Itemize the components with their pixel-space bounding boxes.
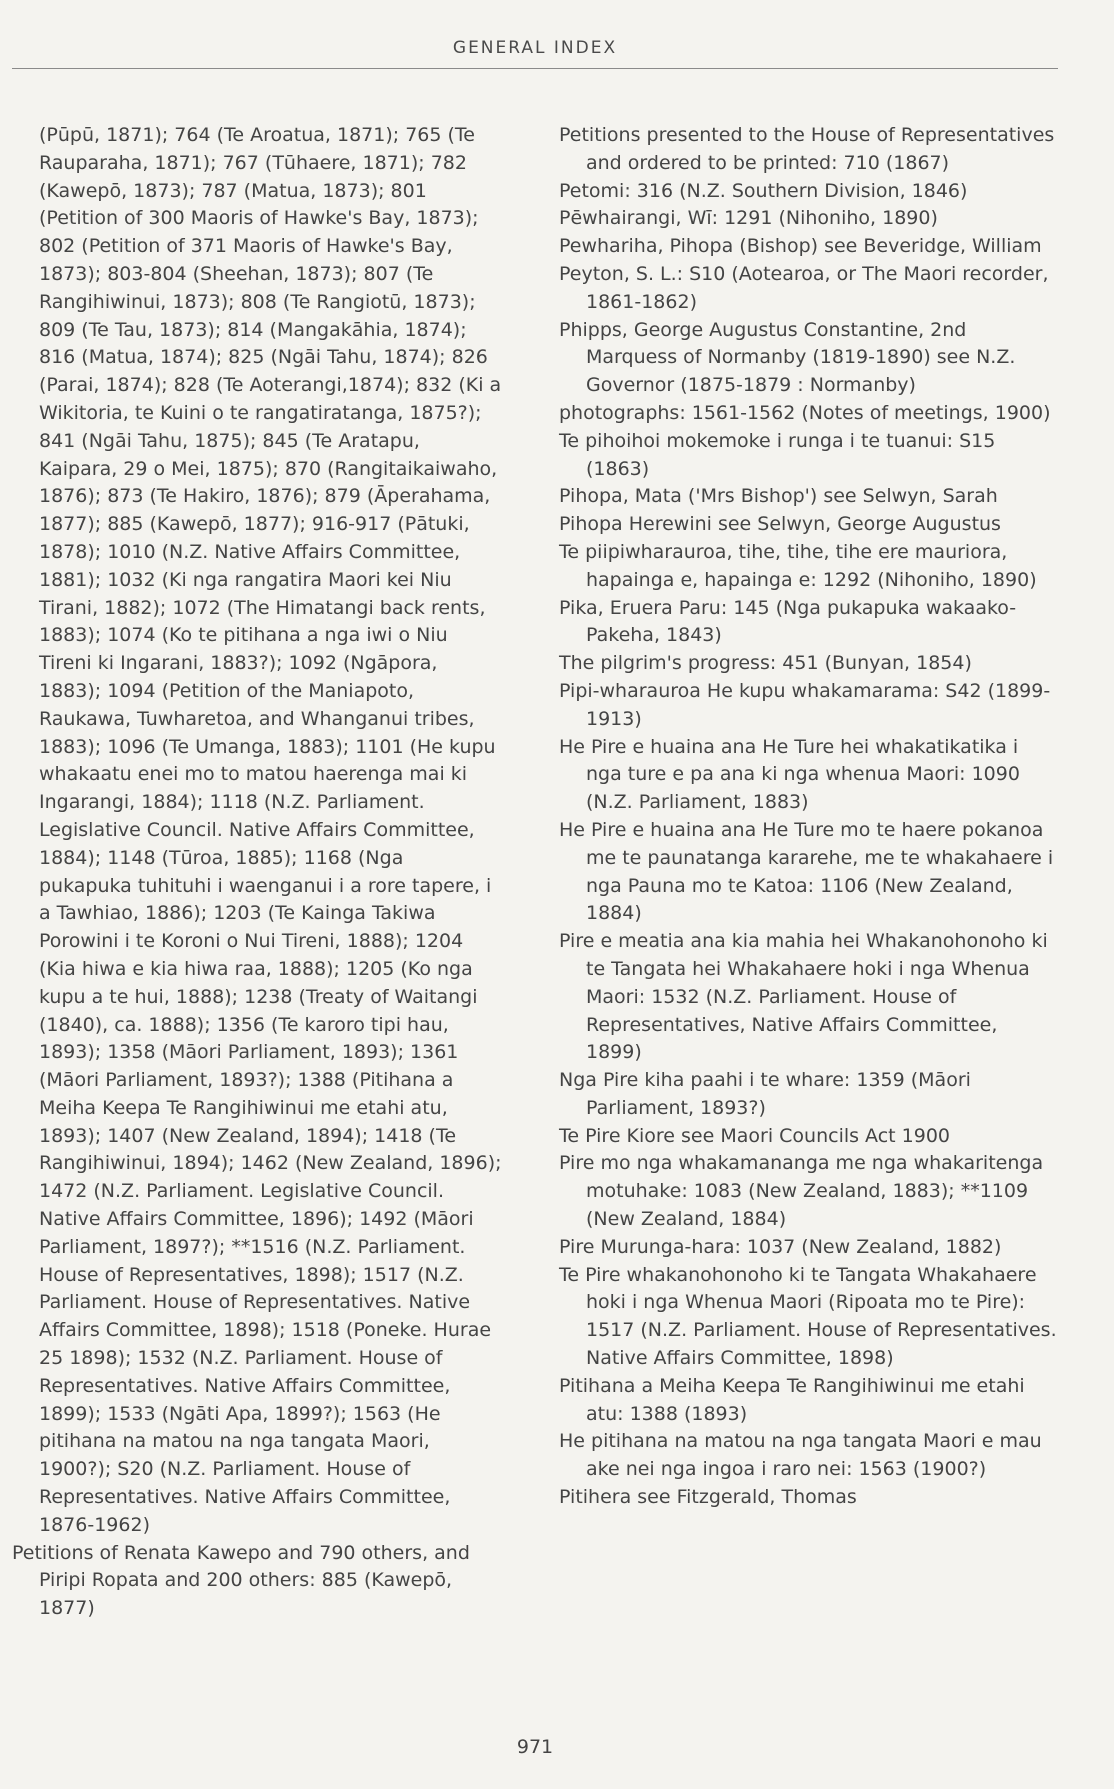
index-entry: Pitihana a Meiha Keepa Te Rangihiwinui me etahi atu: 1388 (1893) (559, 1374, 1025, 1425)
index-entry: Nga Pire kiha paahi i te whare: 1359 (Māori Parliament, 1893?) (559, 1069, 971, 1119)
index-entry: Te pihoihoi mokemoke i runga i te tuanui: S15 (1863) (559, 429, 996, 480)
index-entry: Pire e meatia ana kia mahia hei Whakanohonoho ki te Tangata hei Whakahaere hoki i nga Whenua Maori: 1532 (N.Z. Parliament. House of Representatives, Native Affairs Committee, 1899) (559, 930, 1048, 1064)
index-entry: Pire Murunga-hara: 1037 (New Zealand, 1882) (559, 1235, 1002, 1258)
index-entry: Te Pire whakanohonoho ki te Tangata Whakahaere hoki i nga Whenua Maori (Ripoata mo te Pire): 1517 (N.Z. Parliament. House of Representatives. Native Affairs Committee, 1898) (559, 1263, 1057, 1370)
index-entry: Petitions presented to the House of Representatives and ordered to be printed: 710 (1867) (559, 124, 1055, 174)
index-entry: Pire mo nga whakamananga me nga whakaritenga motuhake: 1083 (New Zealand, 1883); **1109 (New Zealand, 1884) (559, 1152, 1044, 1231)
index-entry: He pitihana na matou na nga tangata Maori e mau ake nei nga ingoa i raro nei: 1563 (1900?) (559, 1430, 1042, 1481)
index-entry: Phipps, George Augustus Constantine, 2nd Marquess of Normanby (1819-1890) see N.Z. Governor (1875-1879 : Normanby) (559, 318, 1016, 397)
page-number: 971 (516, 1736, 554, 1758)
index-entry: Pipi-wharauroa He kupu whakamarama: S42 (1899-1913) (559, 679, 1051, 730)
index-entry: Petitions of Renata Kawepo and 790 others, and Piripi Ropata and 200 others: 885 (Kawepō, 1877) (12, 1541, 470, 1620)
right-column (559, 122, 1059, 1512)
left-column (12, 122, 502, 1623)
index-entry: Te piipiwharauroa, tihe, tihe, tihe ere mauriora, hapainga e, hapainga e: 1292 (Nihoniho, 1890) (559, 540, 1037, 591)
index-entry: Pika, Eruera Paru: 145 (Nga pukapuka wakaako-Pakeha, 1843) (559, 596, 1017, 647)
index-entry: Peyton, S. L.: S10 (Aotearoa, or The Maori recorder, 1861-1862) (559, 262, 1049, 313)
index-entry: photographs: 1561-1562 (Notes of meetings, 1900) (559, 401, 1051, 424)
index-entry: Pēwhairangi, Wī: 1291 (Nihoniho, 1890) (559, 207, 938, 230)
index-entry: Pihopa Herewini see Selwyn, George Augustus (559, 513, 1001, 536)
index-entry: Te Pire Kiore see Maori Councils Act 1900 (559, 1124, 951, 1147)
index-entry: Petomi: 316 (N.Z. Southern Division, 1846) (559, 179, 968, 202)
index-entry: Pewhariha, Pihopa (Bishop) see Beveridge, William (559, 235, 1042, 258)
index-entry: (Pūpū, 1871); 764 (Te Aroatua, 1871); 765 (Te Rauparaha, 1871); 767 (Tūhaere, 1871); 782 (Kawepō, 1873); 787 (Matua, 1873); 801 (Petition of 300 Maoris of Hawke's Bay, 1873); 802 (Petition of 371 Maoris of Hawke's Bay, 1873); 803-804 (Sheehan, 1873); 807 (Te Rangihiwinui, 1873); 808 (Te Rangiotū, 1873); 809 (Te Tau, 1873); 814 (Mangakāhia, 1874); 816 (Matua, 1874); 825 (Ngāi Tahu, 1874); 826 (Parai, 1874); 828 (Te Aoterangi,1874); 832 (Ki a Wikitoria, te Kuini o te rangatiratanga, 1875?); 841 (Ngāi Tahu, 1875); 845 (Te Aratapu, Kaipara, 29 o Mei, 1875); 870 (Rangitaikaiwaho, 1876); 873 (Te Hakiro, 1876); 879 (Āperahama, 1877); 885 (Kawepō, 1877); 916-917 (Pātuki, 1878); 1010 (N.Z. Native Affairs Committee, 1881); 1032 (Ki nga rangatira Maori kei Niu Tirani, 1882); 1072 (The Himatangi back rents, 1883); 1074 (Ko te pitihana a nga iwi o Niu Tireni ki Ingarani, 1883?); 1092 (Ngāpora, 1883); 1094 (Petition of the Maniapoto, Raukawa, Tuwharetoa, and Whanganui tribes, 1883); 1096 (Te Umanga, 1883); 1101 (He kupu whakaatu enei mo to matou haerenga mai ki Ingarangi, 1884); 1118 (N.Z. Parliament. Legislative Council. Native Affairs Committee, 1884); 1148 (Tūroa, 1885); 1168 (Nga pukapuka tuhituhi i waenganui i a rore tapere, i a Tawhiao, 1886); 1203 (Te Kainga Takiwa Porowini i te Koroni o Nui Tireni, 1888); 1204 (Kia hiwa e kia hiwa raa, 1888); 1205 (Ko nga kupu a te hui, 1888); 1238 (Treaty of Waitangi (1840), ca. 1888); 1356 (Te karoro tipi hau, 1893); 1358 (Māori Parliament, 1893); 1361 (Māori Parliament, 1893?); 1388 (Pitihana a Meiha Keepa Te Rangihiwinui me etahi atu, 1893); 1407 (New Zealand, 1894); 1418 (Te Rangihiwinui, 1894); 1462 (New Zealand, 1896); 1472 (N.Z. Parliament. Legislative Council. Native Affairs Committee, 1896); 1492 (Māori Parliament, 1897?); **1516 (N.Z. Parliament. House of Representatives, 1898); 1517 (N.Z. Parliament. House of Representatives. Native Affairs Committee, 1898); 1518 (Poneke. Hurae 25 1898); 1532 (N.Z. Parliament. House of Representatives. Native Affairs Committee, 1899); 1533 (Ngāti Apa, 1899?); 1563 (He pitihana na matou na nga tangata Maori, 1900?); S20 (N.Z. Parliament. House of Representatives. Native Affairs Committee, 1876-1962) (39, 124, 502, 1536)
index-entry: Pihopa, Mata ('Mrs Bishop') see Selwyn, Sarah (559, 485, 998, 508)
index-entry: The pilgrim's progress: 451 (Bunyan, 1854) (559, 652, 972, 675)
index-entry: He Pire e huaina ana He Ture hei whakatikatika i nga ture e pa ana ki nga whenua Maori: 1090 (N.Z. Parliament, 1883) (559, 735, 1020, 814)
index-entry: Pitihera see Fitzgerald, Thomas (559, 1486, 857, 1509)
index-entry: He Pire e huaina ana He Ture mo te haere pokanoa me te paunatanga kararehe, me te whakahaere i nga Pauna mo te Katoa: 1106 (New Zealand, 1884) (559, 818, 1054, 925)
header-rule (12, 68, 1058, 69)
running-header: GENERAL INDEX (452, 38, 618, 58)
